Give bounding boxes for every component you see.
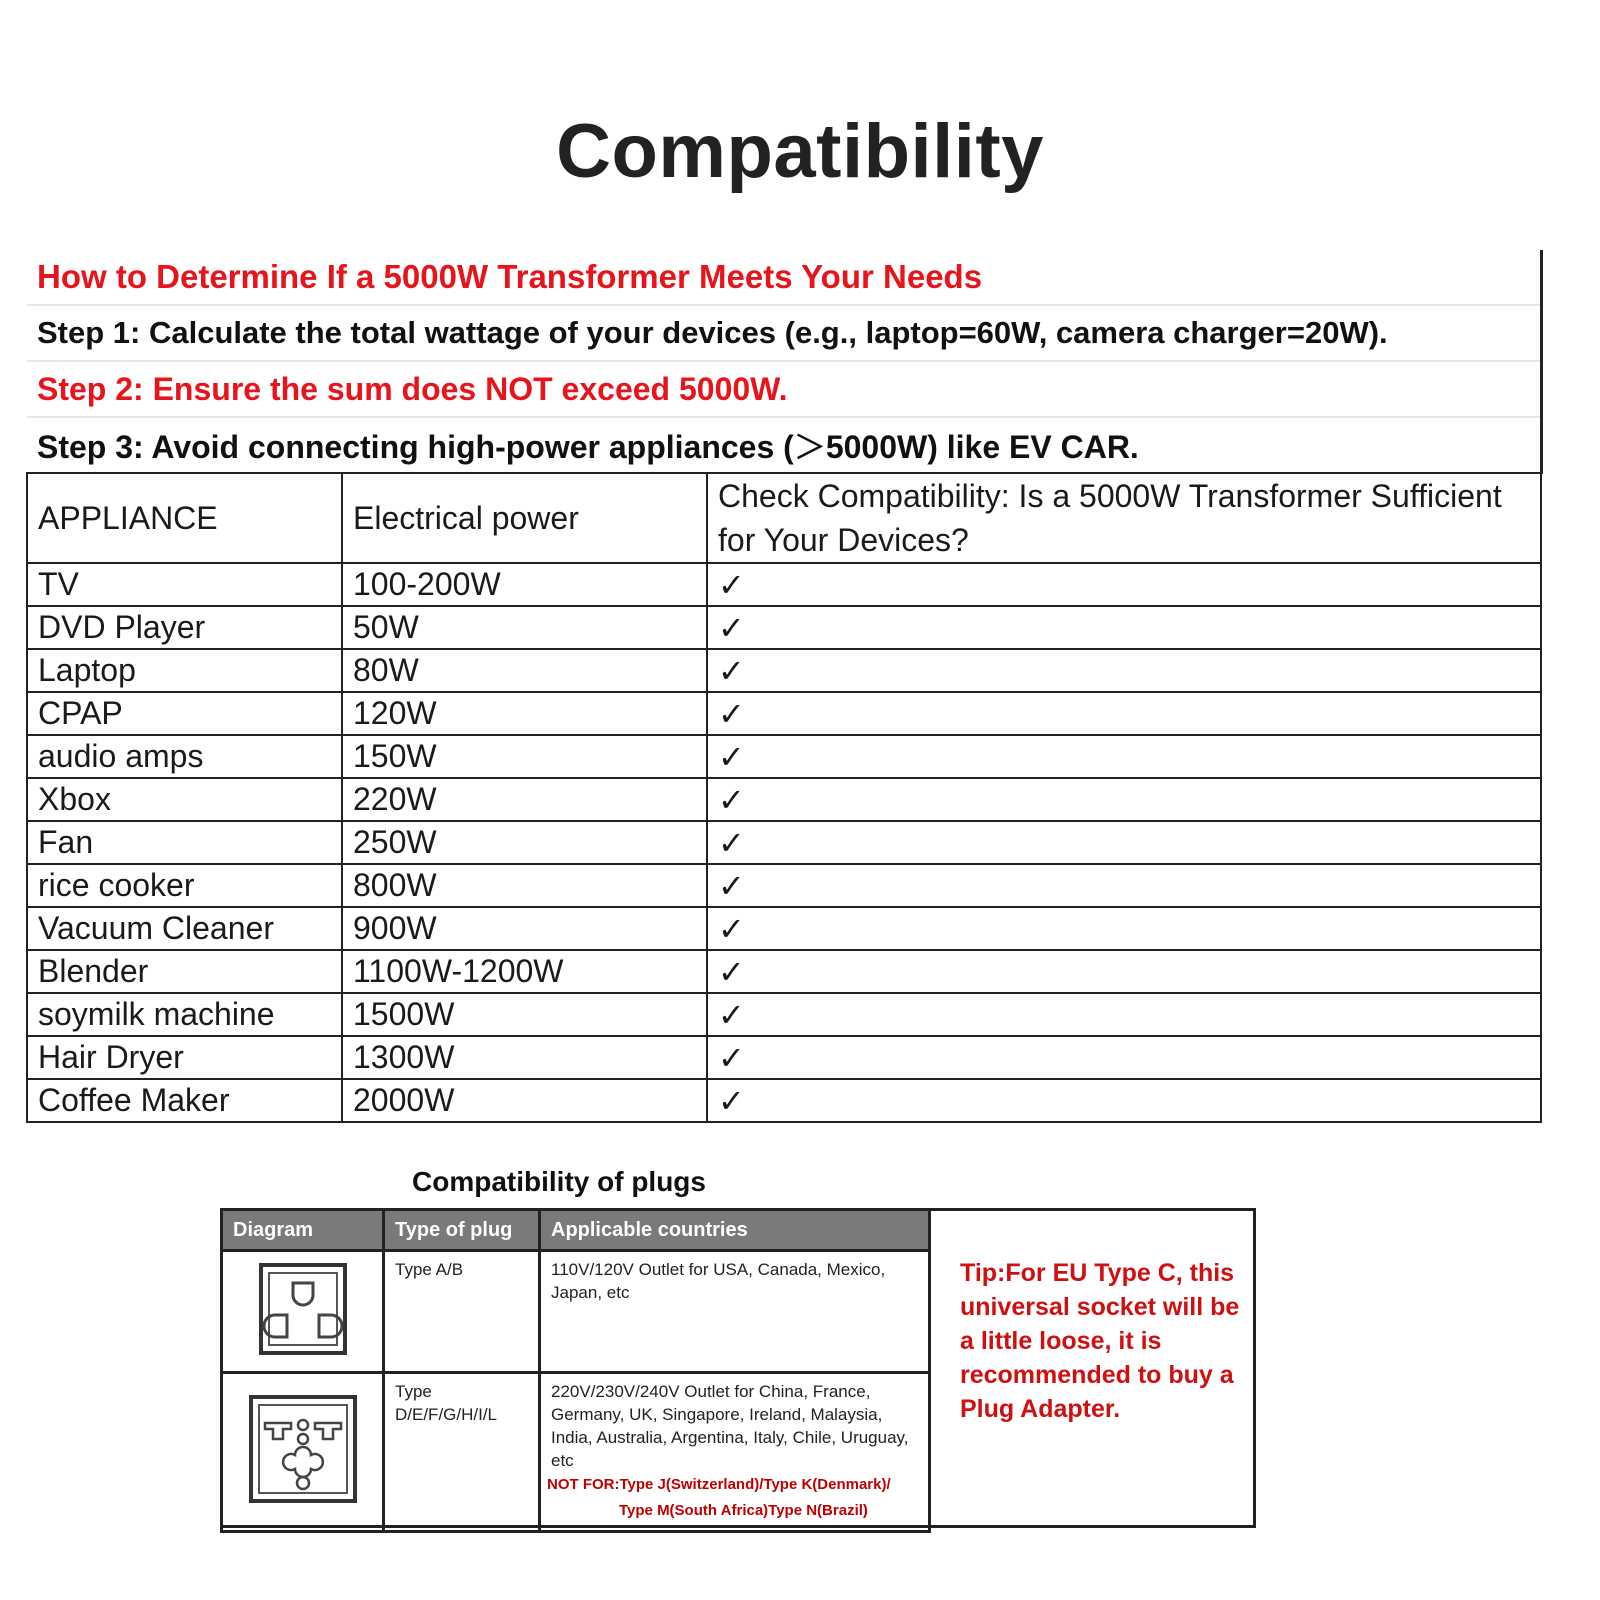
table-row xyxy=(27,735,1541,778)
step-heading-row xyxy=(27,250,1541,305)
plug-type: Type A/B xyxy=(384,1251,540,1373)
checkmark-icon: ✓ xyxy=(707,1079,1541,1122)
table-row xyxy=(27,864,1541,907)
checkmark-icon: ✓ xyxy=(707,864,1541,907)
appliance-cell: CPAP xyxy=(27,692,342,735)
step-2: Step 2: Ensure the sum does NOT exceed 5000W. xyxy=(27,361,1541,417)
power-cell: 2000W xyxy=(342,1079,707,1122)
tip-note: Tip:For EU Type C, this universal socket will be a little loose, it is recommended to buy a Plug Adapter. xyxy=(960,1259,1240,1423)
plug-countries xyxy=(540,1251,930,1373)
checkmark-icon: ✓ xyxy=(707,692,1541,735)
not-for-note: Type M(South Africa)Type N(Brazil) xyxy=(619,1502,868,1519)
page-title: Compatibility xyxy=(556,109,1044,194)
plugs-table xyxy=(220,1208,931,1533)
header-power: Electrical power xyxy=(342,473,707,563)
plug-row xyxy=(222,1251,930,1373)
appliance-cell: Laptop xyxy=(27,649,342,692)
table-row xyxy=(27,993,1541,1036)
header-check: Check Compatibility: Is a 5000W Transformer Sufficient for Your Devices? xyxy=(707,473,1541,563)
plug-type: Type D/E/F/G/H/I/L xyxy=(384,1373,540,1532)
table-row xyxy=(27,907,1541,950)
header-countries: Applicable countries xyxy=(540,1210,930,1251)
appliance-cell: Fan xyxy=(27,821,342,864)
appliance-cell: soymilk machine xyxy=(27,993,342,1036)
step-row xyxy=(27,417,1541,473)
power-cell: 900W xyxy=(342,907,707,950)
appliance-cell: DVD Player xyxy=(27,606,342,649)
checkmark-icon: ✓ xyxy=(707,821,1541,864)
power-cell: 80W xyxy=(342,649,707,692)
appliance-cell: audio amps xyxy=(27,735,342,778)
table-row xyxy=(27,1079,1541,1122)
appliance-cell: TV xyxy=(27,563,342,606)
appliance-cell: Coffee Maker xyxy=(27,1079,342,1122)
appliance-cell: rice cooker xyxy=(27,864,342,907)
header-appliance: APPLIANCE xyxy=(27,473,342,563)
checkmark-icon: ✓ xyxy=(707,1036,1541,1079)
appliance-rows xyxy=(27,563,1541,1122)
power-cell: 100-200W xyxy=(342,563,707,606)
table-row xyxy=(27,1036,1541,1079)
appliance-cell: Blender xyxy=(27,950,342,993)
plug-diagram xyxy=(222,1251,384,1373)
compatibility-table xyxy=(26,250,1543,1123)
checkmark-icon: ✓ xyxy=(707,778,1541,821)
plugs-header-row xyxy=(222,1210,930,1251)
checkmark-icon: ✓ xyxy=(707,907,1541,950)
checkmark-icon: ✓ xyxy=(707,950,1541,993)
power-cell: 120W xyxy=(342,692,707,735)
step-1: Step 1: Calculate the total wattage of your devices (e.g., laptop=60W, camera charger=20W). xyxy=(27,305,1541,361)
table-header-row xyxy=(27,473,1541,563)
power-cell: 1100W-1200W xyxy=(342,950,707,993)
appliance-cell: Xbox xyxy=(27,778,342,821)
appliance-cell: Vacuum Cleaner xyxy=(27,907,342,950)
type-ab-socket-icon xyxy=(257,1261,349,1357)
table-row xyxy=(27,821,1541,864)
not-for-note: NOT FOR:Type J(Switzerland)/Type K(Denmark)/ xyxy=(547,1476,891,1493)
universal-socket-icon xyxy=(247,1393,359,1505)
appliance-cell: Hair Dryer xyxy=(27,1036,342,1079)
checkmark-icon: ✓ xyxy=(707,993,1541,1036)
power-cell: 250W xyxy=(342,821,707,864)
power-cell: 1300W xyxy=(342,1036,707,1079)
plug-countries xyxy=(540,1373,930,1532)
table-row xyxy=(27,692,1541,735)
plug-diagram xyxy=(222,1373,384,1532)
power-cell: 220W xyxy=(342,778,707,821)
checkmark-icon: ✓ xyxy=(707,563,1541,606)
power-cell: 800W xyxy=(342,864,707,907)
step-3: Step 3: Avoid connecting high-power appliances (＞5000W) like EV CAR. xyxy=(27,417,1541,473)
table-row xyxy=(27,950,1541,993)
step-row xyxy=(27,361,1541,417)
table-row xyxy=(27,606,1541,649)
table-row xyxy=(27,563,1541,606)
checkmark-icon: ✓ xyxy=(707,606,1541,649)
plug-row xyxy=(222,1373,930,1532)
plugs-title: Compatibility of plugs xyxy=(412,1166,706,1197)
plug-countries-text: 110V/120V Outlet for USA, Canada, Mexico, Japan, etc xyxy=(551,1260,886,1302)
step-row xyxy=(27,305,1541,361)
power-cell: 150W xyxy=(342,735,707,778)
table-row xyxy=(27,778,1541,821)
power-cell: 50W xyxy=(342,606,707,649)
header-diagram: Diagram xyxy=(222,1210,384,1251)
table-row xyxy=(27,649,1541,692)
step-heading: How to Determine If a 5000W Transformer Meets Your Needs xyxy=(27,250,1541,305)
header-type: Type of plug xyxy=(384,1210,540,1251)
checkmark-icon: ✓ xyxy=(707,649,1541,692)
power-cell: 1500W xyxy=(342,993,707,1036)
plug-countries-text: 220V/230V/240V Outlet for China, France, Germany, UK, Singapore, Ireland, Malaysia, India, Australia, Argentina, Italy, Chile, Uruguay, etc xyxy=(551,1382,909,1470)
checkmark-icon: ✓ xyxy=(707,735,1541,778)
